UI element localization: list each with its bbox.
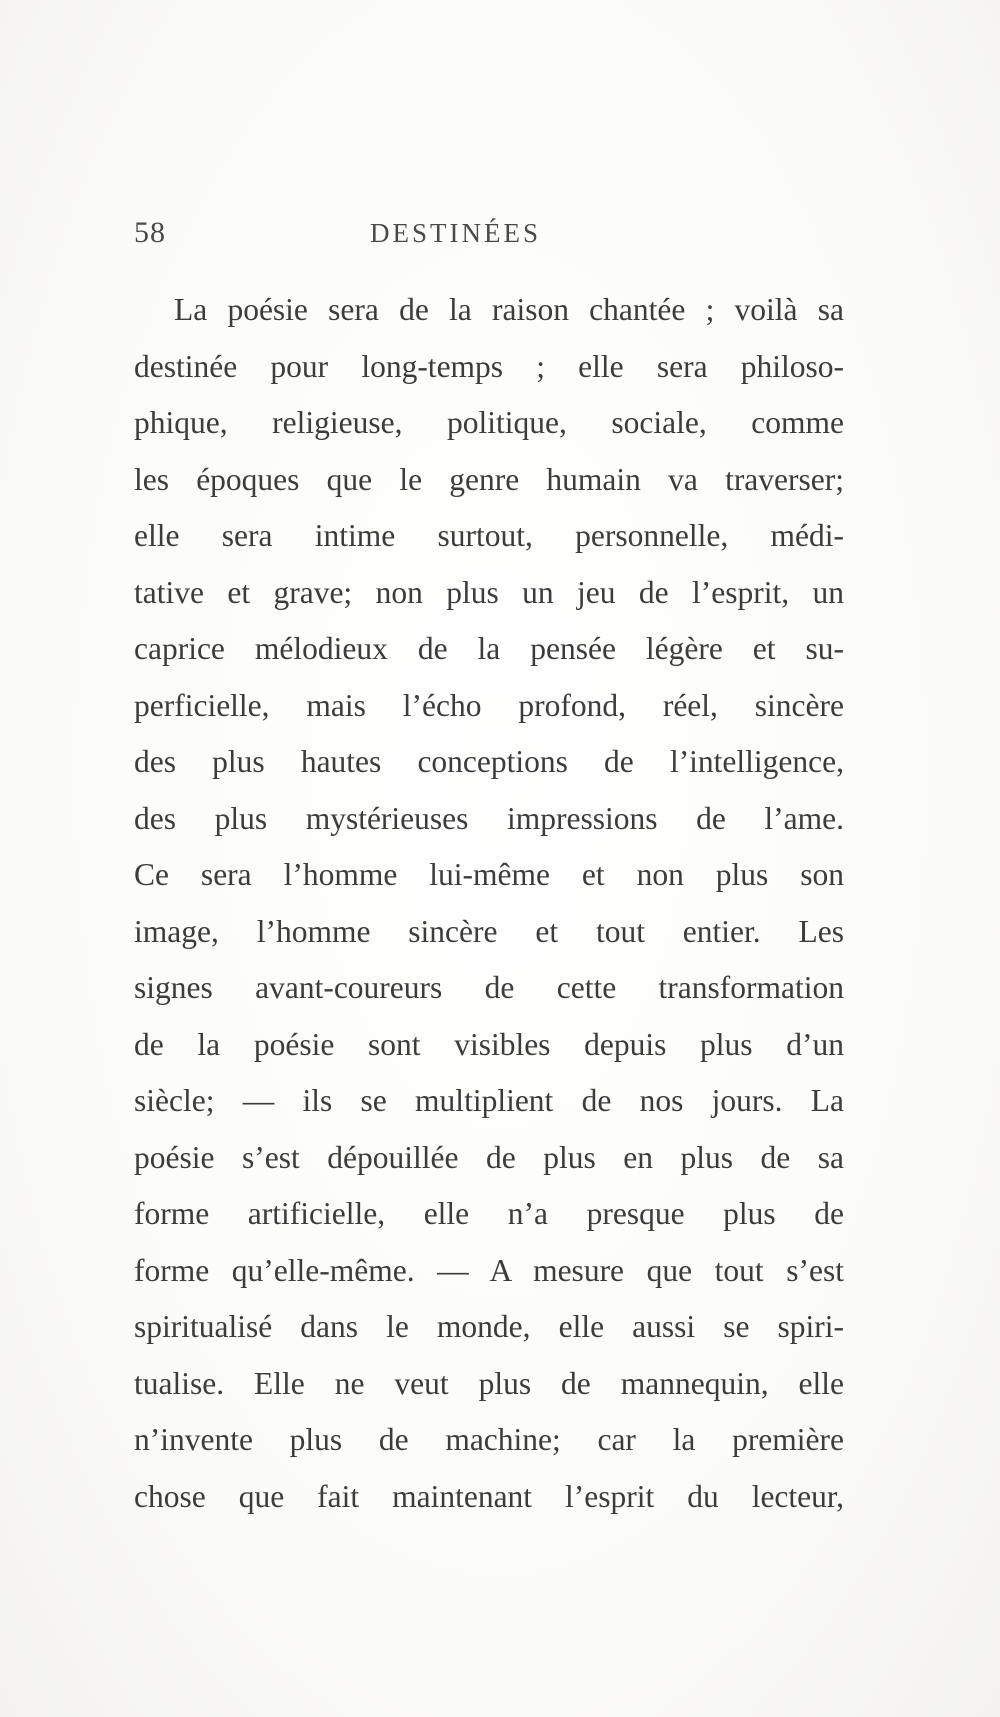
- running-head: DESTINÉES: [370, 218, 541, 248]
- text-line: des plus mystérieuses impressions de l’ame.: [134, 800, 844, 836]
- body-text: [134, 282, 844, 1525]
- text-line: La poésie sera de la raison chantée ; voilà sa: [174, 292, 844, 327]
- text-line: forme qu’elle-même. — A mesure que tout s’est: [134, 1252, 844, 1288]
- text-line: tualise. Elle ne veut plus de mannequin, elle: [134, 1365, 844, 1401]
- text-line: poésie s’est dépouillée de plus en plus de sa: [134, 1139, 844, 1175]
- text-line: forme artificielle, elle n’a presque plus de: [134, 1196, 844, 1231]
- text-line: de la poésie sont visibles depuis plus d’un: [134, 1026, 844, 1062]
- text-line: spiritualisé dans le monde, elle aussi se spiri-: [134, 1309, 844, 1344]
- text-line: tative et grave; non plus un jeu de l’esprit, un: [134, 574, 844, 610]
- text-line: Ce sera l’homme lui-même et non plus son: [134, 857, 844, 892]
- text-line: image, l’homme sincère et tout entier. Les: [134, 913, 844, 949]
- text-line: des plus hautes conceptions de l’intelligence,: [134, 744, 844, 779]
- text-line: elle sera intime surtout, personnelle, médi-: [134, 518, 844, 553]
- text-line: caprice mélodieux de la pensée légère et su-: [134, 631, 844, 666]
- text-line: n’invente plus de machine; car la première: [134, 1422, 844, 1457]
- text-line: phique, religieuse, politique, sociale, comme: [134, 405, 844, 440]
- text-line: signes avant-coureurs de cette transformation: [134, 970, 844, 1005]
- page-number: 58: [134, 216, 166, 249]
- text-line: siècle; — ils se multiplient de nos jours. La: [134, 1083, 844, 1118]
- text-line: perficielle, mais l’écho profond, réel, sincère: [134, 687, 844, 723]
- text-line: destinée pour long-temps ; elle sera philoso-: [134, 348, 844, 384]
- text-line: les époques que le genre humain va traverser;: [134, 461, 844, 497]
- text-line: chose que fait maintenant l’esprit du lecteur,: [134, 1478, 844, 1514]
- page-header: [134, 216, 854, 256]
